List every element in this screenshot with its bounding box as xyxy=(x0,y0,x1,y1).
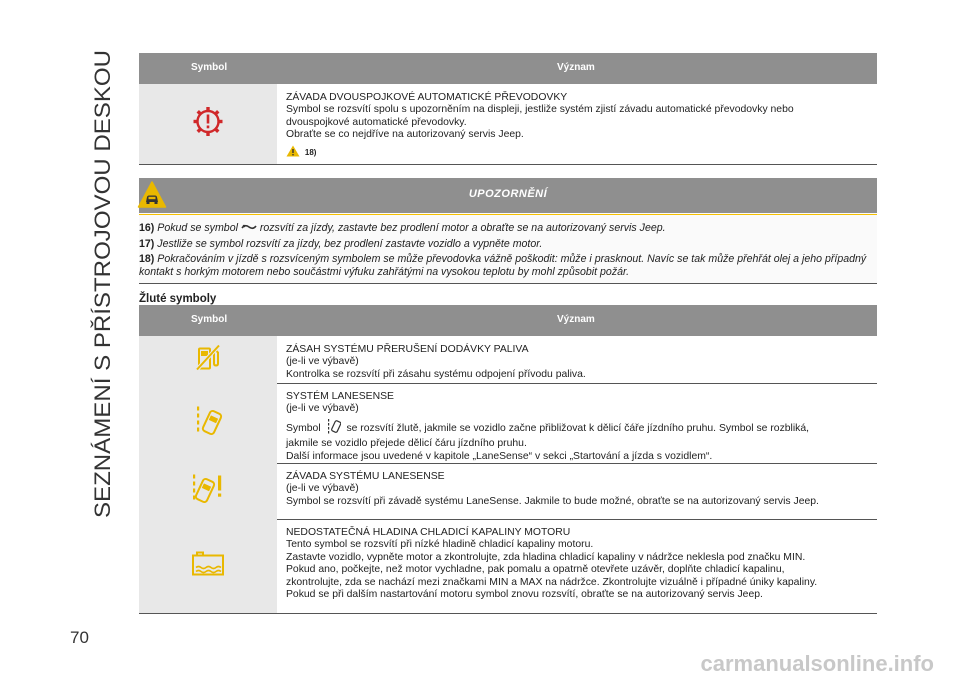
row-line: Další informace jsou uvedené v kapitole „LaneSense“ v sekci „Startování a jízda s vozidlem“. xyxy=(286,450,713,462)
table2-row-lanesense-fault xyxy=(139,463,877,520)
warning-item-number: 17) xyxy=(139,237,155,250)
warning-item-16 xyxy=(139,222,877,235)
warning-header xyxy=(139,178,877,213)
row-line: Zastavte vozidlo, vypněte motor a zkontrolujte, zda hladina chladicí kapaliny v nádržce neklesla pod značku MIN. xyxy=(286,551,806,563)
table2-col-meaning: Význam xyxy=(557,314,595,325)
symbol-cell xyxy=(139,336,277,383)
row-line: (je-li ve výbavě) xyxy=(286,483,359,495)
row-line: Pokud se při dalším nastartování motoru symbol znovu rozsvítí, obraťte se na autorizovaný servis Jeep. xyxy=(286,589,763,601)
row-line: (je-li ve výbavě) xyxy=(286,356,359,368)
warning-item-18 xyxy=(139,253,877,278)
meaning-cell xyxy=(286,344,867,381)
row-title: ZÁVADA DVOUSPOJKOVÉ AUTOMATICKÉ PŘEVODOVKY xyxy=(286,92,568,103)
symbol-cell xyxy=(139,84,277,164)
table1-col-meaning: Význam xyxy=(557,62,595,73)
table1-col-symbol: Symbol xyxy=(191,62,228,73)
warning-item-text: Jestliže se symbol rozsvítí za jízdy, bez prodlení zastavte vozidlo a vypněte motor. xyxy=(157,237,543,250)
warning-body xyxy=(139,222,877,281)
side-chapter-title xyxy=(82,48,122,518)
warning-reference xyxy=(286,145,867,159)
coolant-level-icon xyxy=(191,551,225,582)
section-title: Žluté symboly xyxy=(139,293,217,305)
fuel-cutoff-icon xyxy=(195,343,221,376)
row-line: Obraťte se co nejdříve na autorizovaný servis Jeep. xyxy=(286,129,524,141)
table2-row-coolant xyxy=(139,519,877,614)
warning-item-number: 16) xyxy=(139,222,155,235)
warning-item-text: rozsvítí za jízdy, zastavte bez prodlení motor a obraťte se na autorizovaný servis Jeep. xyxy=(259,222,666,235)
meaning-cell xyxy=(286,92,867,159)
table2-row-fuel-cutoff xyxy=(139,336,877,384)
warning-item-17 xyxy=(139,238,877,251)
page-number: 70 xyxy=(70,628,89,647)
row-line: Tento symbol se rozsvítí při nízké hladině chladicí kapaliny motoru. xyxy=(286,539,594,551)
row-line: Pokud ano, počkejte, než motor vychladne, pak pomalu a opatrně otevřete uzávěr, doplňte chladicí kapalinu, xyxy=(286,564,785,576)
row-line: se rozsvítí žlutě, jakmile se vozidlo začne přibližovat k dělicí čáře jízdního pruhu. Symbol se rozbliká, xyxy=(346,422,810,434)
row-line: Symbol xyxy=(286,422,321,434)
row-line: dvouspojkové automatické převodovky. xyxy=(286,116,467,128)
meaning-cell xyxy=(286,471,867,508)
table2-row-lanesense xyxy=(139,383,877,464)
row-line: Symbol se rozsvítí při závadě systému LaneSense. Jakmile to bude možné, obraťte se na autorizovaný servis Jeep. xyxy=(286,495,819,507)
symbol-cell xyxy=(139,519,277,613)
warning-item-text: Pokud se symbol xyxy=(157,222,238,235)
table1-row-transmission xyxy=(139,84,877,165)
row-line: Kontrolka se rozsvítí při zásahu systému odpojení přívodu paliva. xyxy=(286,368,586,380)
meaning-cell xyxy=(286,527,867,601)
watermark: carmanualsonline.info xyxy=(700,651,934,676)
warning-triangle-icon xyxy=(286,145,300,161)
lanesense-icon xyxy=(193,405,223,442)
row-line: zkontrolujte, zda se nachází mezi značkami MIN a MAX na nádržce. Zkontrolujte vizuálně i případné úniky kapaliny. xyxy=(286,576,818,588)
lanesense-fault-icon xyxy=(190,473,226,510)
gear-exclamation-icon xyxy=(192,106,224,143)
row-line: (je-li ve výbavě) xyxy=(286,403,359,415)
row-line: jakmile se vozidlo přejede dělicí čáru jízdního pruhu. xyxy=(286,438,527,450)
row-title: SYSTÉM LANESENSE xyxy=(286,391,394,402)
row-title: NEDOSTATEČNÁ HLADINA CHLADICÍ KAPALINY MOTORU xyxy=(286,527,571,538)
transmission-inline-icon xyxy=(241,222,257,235)
row-title: ZÁVADA SYSTÉMU LANESENSE xyxy=(286,471,445,482)
row-line: Symbol se rozsvítí spolu s upozorněním na displeji, jestliže systém zjistí závadu automatické převodovky nebo xyxy=(286,104,794,116)
warning-item-text: Pokračováním v jízdě s rozsvíceným symbolem se může převodovka vážně poškodit: může i prasknout. Navíc se tak může přehřát olej a jeho případný kontakt s horkým motorem nebo součástmi výfuku zahřátými na vysokou teplotu by mohl způsobit požár. xyxy=(139,253,867,278)
warning-divider xyxy=(139,214,877,215)
reference-number: 18) xyxy=(304,147,317,157)
warning-title: UPOZORNĚNÍ xyxy=(468,188,548,200)
table1-header xyxy=(139,53,877,84)
row-line-with-icon xyxy=(286,418,867,438)
table2-col-symbol: Symbol xyxy=(191,314,228,325)
lanesense-inline-icon xyxy=(327,418,341,438)
row-title: ZÁSAH SYSTÉMU PŘERUŠENÍ DODÁVKY PALIVA xyxy=(286,344,529,355)
warning-item-number: 18) xyxy=(139,253,155,266)
warning-bottom-rule xyxy=(139,283,877,284)
symbol-cell xyxy=(139,463,277,519)
table2-header xyxy=(139,305,877,336)
symbol-cell xyxy=(139,383,277,463)
meaning-cell xyxy=(286,391,867,463)
warning-box xyxy=(139,178,877,284)
side-chapter-title-text: SEZNÁMENÍ S PŘÍSTROJOVOU DESKOU xyxy=(90,90,115,518)
